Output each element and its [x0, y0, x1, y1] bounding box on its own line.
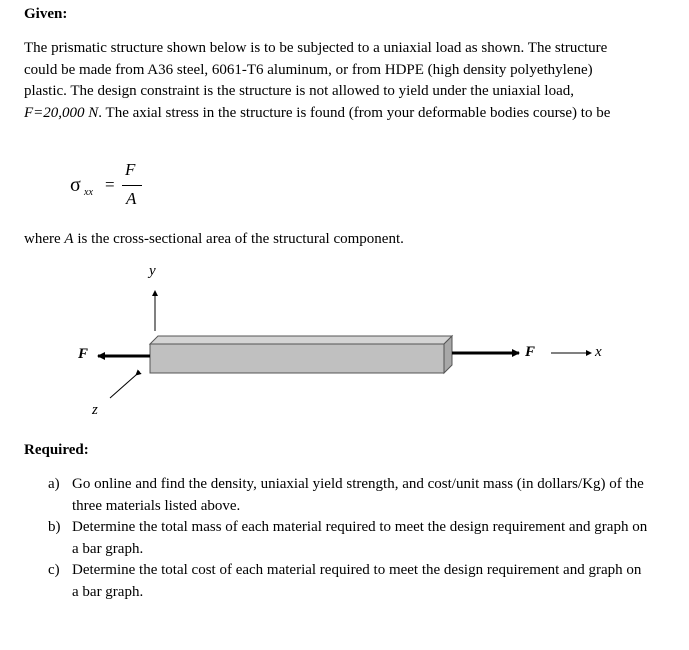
- required-list: [48, 474, 648, 603]
- list-item: [48, 517, 648, 560]
- load-value: F=20,000 N: [24, 104, 99, 121]
- stress-equation: [70, 160, 160, 212]
- list-item-text: Go online and find the density, uniaxial yield strength, and cost/unit mass (in dollars/Kg) of the three materials listed above.: [72, 476, 644, 514]
- given-paragraph: [24, 38, 624, 124]
- bar-top-face: [150, 336, 452, 344]
- area-symbol: A: [64, 231, 74, 247]
- where-part1: where: [24, 231, 65, 247]
- list-item-text: Determine the total mass of each material required to meet the design requirement and graph on a bar graph.: [72, 519, 648, 557]
- x-axis-label: x: [595, 344, 602, 360]
- where-part2: is the cross-sectional area of the structural component.: [73, 231, 404, 247]
- sigma-subscript: xx: [84, 187, 93, 198]
- bar-front-face: [150, 344, 444, 373]
- equation-numerator: F: [125, 160, 136, 179]
- required-heading: Required:: [24, 442, 89, 458]
- list-item: [48, 474, 648, 517]
- given-heading: Given:: [24, 6, 68, 22]
- left-force-label: F: [78, 346, 89, 362]
- right-force-label: F: [525, 344, 536, 360]
- list-item-text: Determine the total cost of each material required to meet the design requirement and graph on a bar graph.: [72, 562, 642, 600]
- y-axis-label: y: [149, 263, 156, 279]
- where-line: [24, 229, 624, 251]
- fraction-bar: [122, 185, 142, 186]
- list-item: [48, 560, 648, 603]
- list-marker: c): [48, 562, 60, 578]
- sigma-symbol: σ: [70, 174, 81, 196]
- z-axis-arrow: [110, 375, 136, 398]
- z-axis-label: z: [92, 402, 98, 418]
- structure-figure: [0, 255, 689, 425]
- given-text-part2: . The axial stress in the structure is found (from your deformable bodies course) to be: [98, 104, 611, 121]
- equation-denominator: A: [126, 189, 137, 208]
- equals-sign: =: [105, 175, 115, 194]
- given-text-part1: The prismatic structure shown below is to be subjected to a uniaxial load as shown. The structure could be made from A36 steel, 6061-T6 aluminum, or from HDPE (high density polyethylene) plastic. The design constraint is the structure is not allowed to yield under the uniaxial load,: [24, 40, 608, 99]
- list-marker: b): [48, 519, 61, 535]
- list-marker: a): [48, 476, 60, 492]
